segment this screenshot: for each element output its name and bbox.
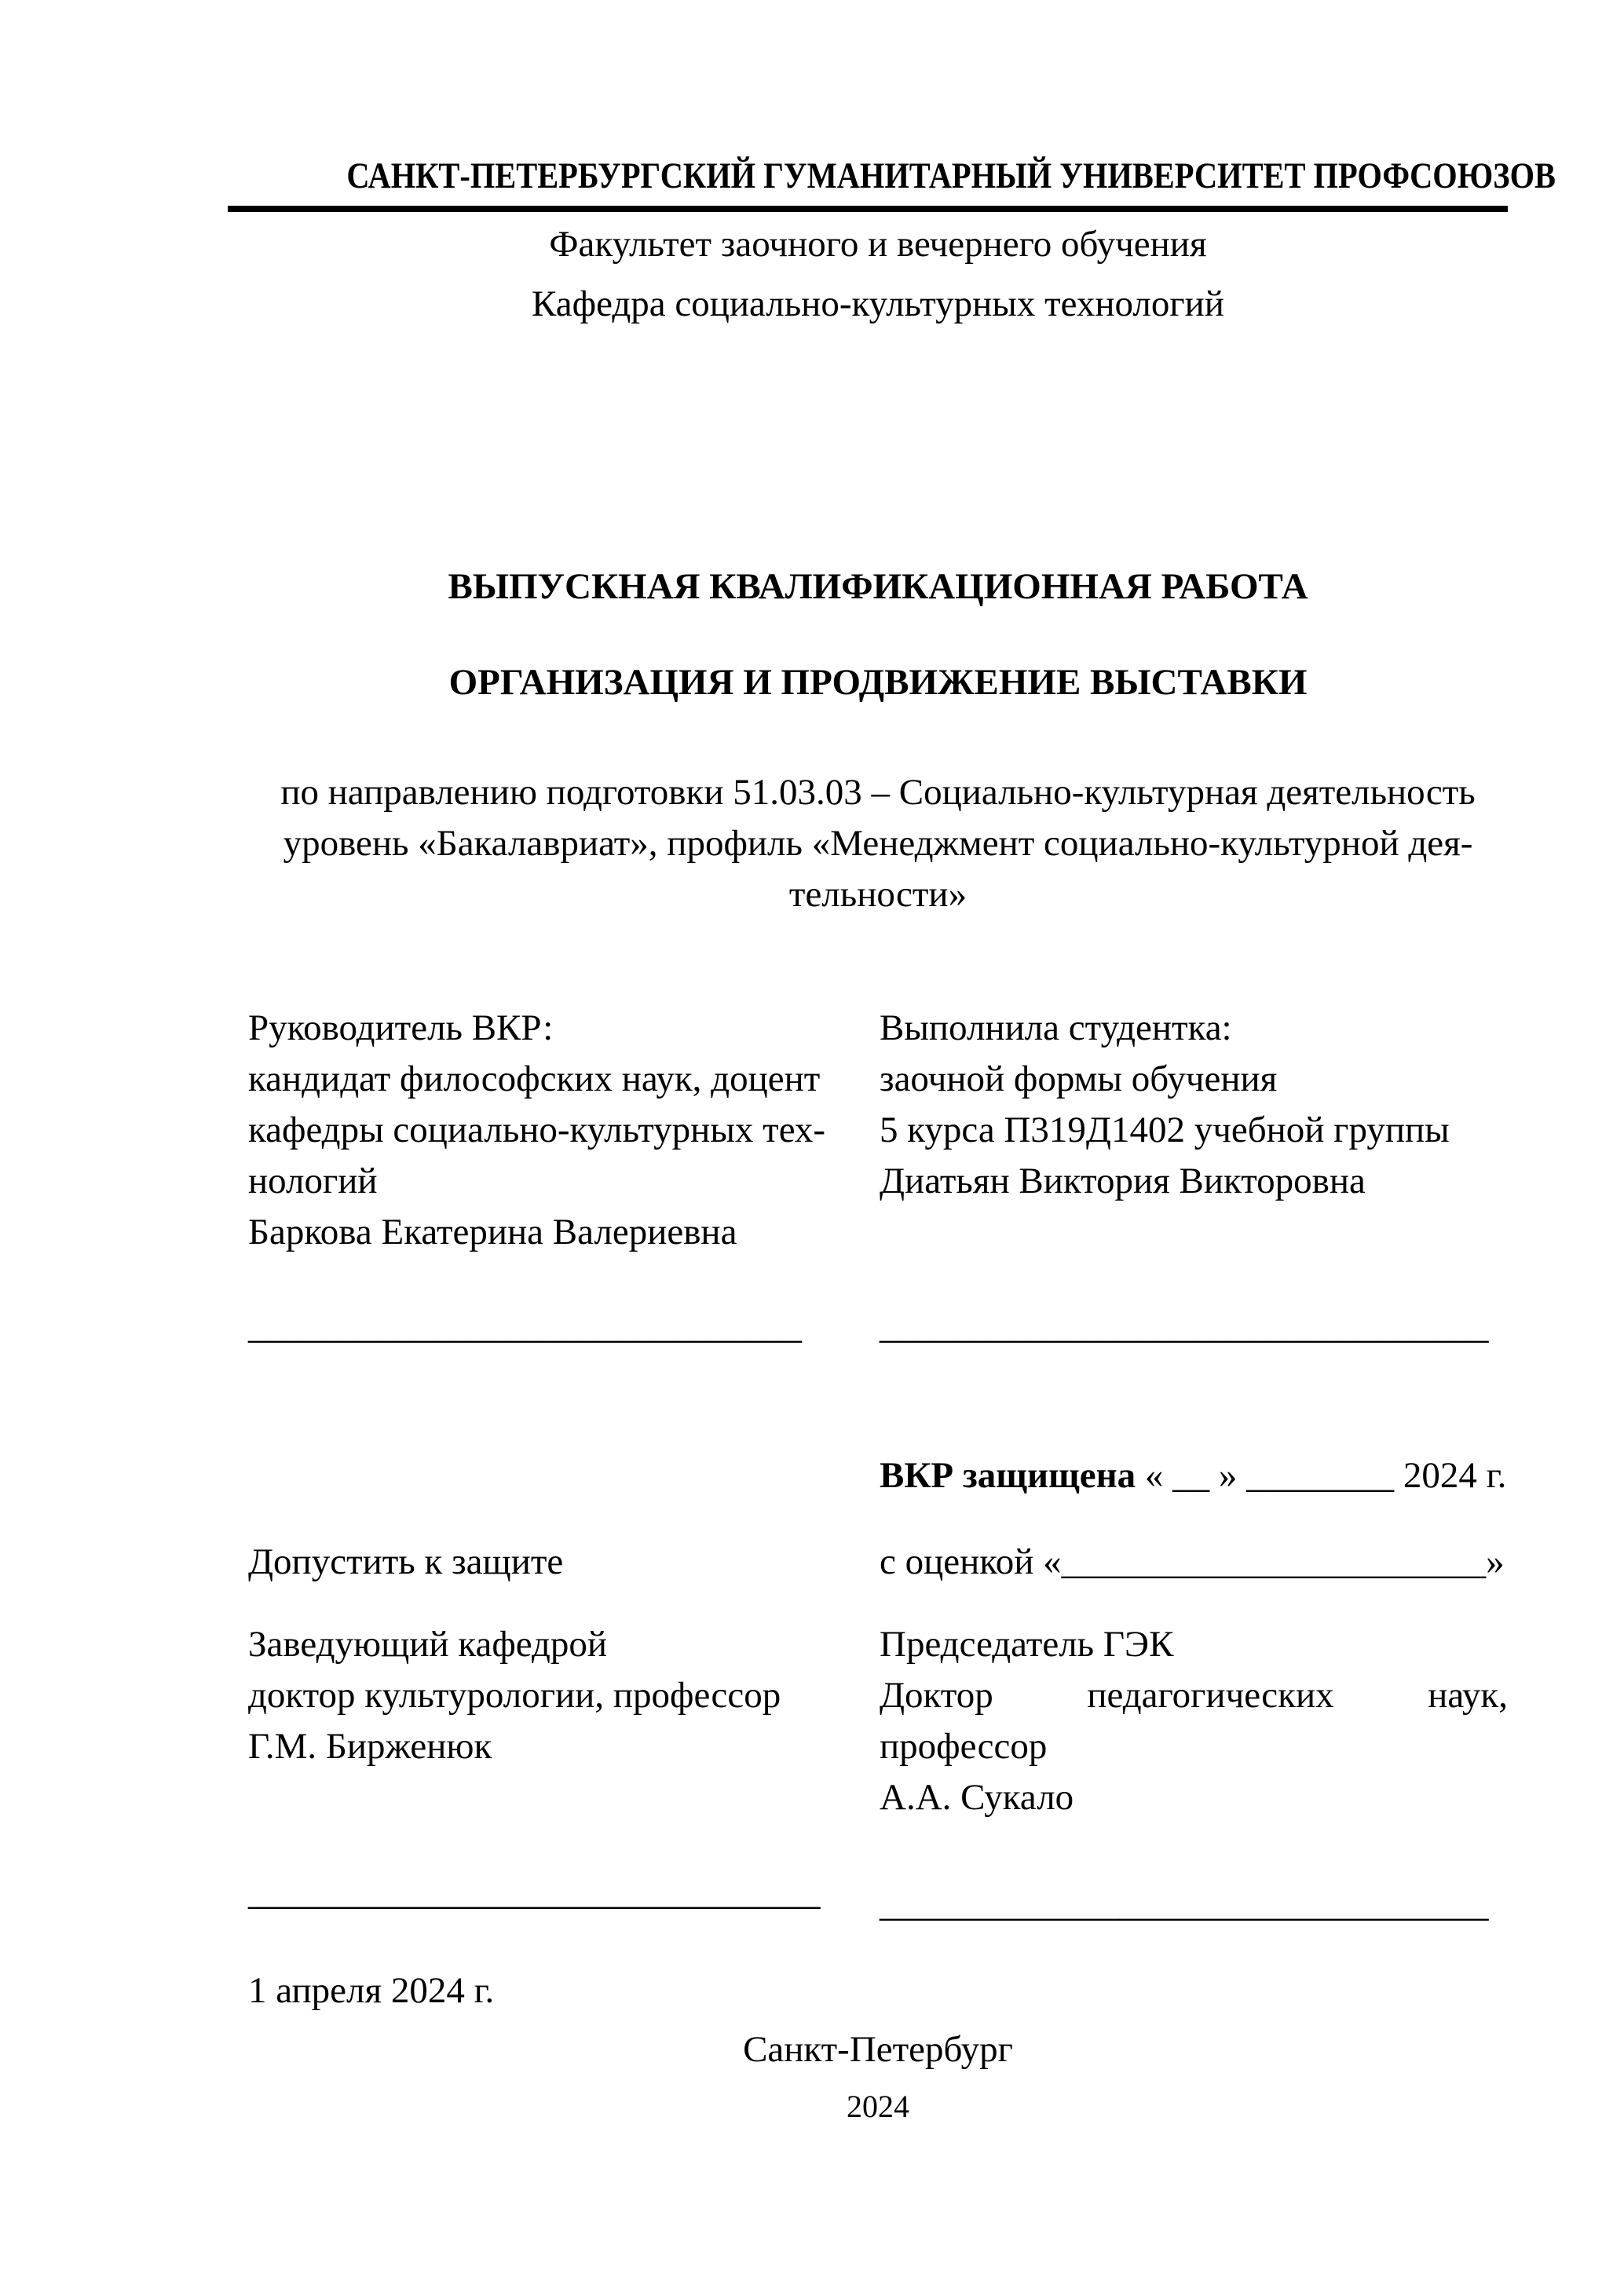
faculty-name: Факультет заочного и вечернего обучения — [549, 224, 1207, 265]
department-head-name: Г.М. Бирженюк — [248, 1726, 492, 1767]
department-head-block — [248, 1619, 880, 1823]
university-header — [248, 154, 1556, 198]
supervisor-label: Руководитель ВКР: — [248, 1007, 554, 1048]
program-line: уровень «Бакалавриат», профиль «Менеджмент социально-культурной дея- — [283, 823, 1473, 864]
work-type-heading: ВЫПУСКНАЯ КВАЛИФИКАЦИОННАЯ РАБОТА — [448, 566, 1308, 607]
work-title-heading: ОРГАНИЗАЦИЯ И ПРОДВИЖЕНИЕ ВЫСТАВКИ — [448, 662, 1308, 703]
student-name: Диатьян Виктория Викторовна — [880, 1161, 1366, 1201]
signature-row-top — [248, 1301, 1508, 1352]
degree-word: Доктор — [880, 1675, 993, 1716]
city-name: Санкт-Петербург — [743, 2029, 1013, 2070]
student-block — [880, 1003, 1508, 1258]
department-name: Кафедра социально-культурных технологий — [532, 283, 1224, 324]
degree-word: педагогических — [1087, 1675, 1334, 1716]
committee-chair-degree-line2: профессор — [880, 1726, 1048, 1767]
committee-chair-degree — [880, 1670, 1508, 1721]
department-head-signature-line: _______________________________ — [248, 1872, 821, 1913]
program-line: по направлению подготовки 51.03.03 – Социально-культурная деятельность — [280, 772, 1476, 813]
supervisor-degree-line: кафедры социально-культурных тех- — [248, 1110, 826, 1150]
supervisor-name: Баркова Екатерина Валериевна — [248, 1212, 737, 1252]
program-description — [248, 767, 1508, 920]
signature-row-bottom — [248, 1867, 1508, 1925]
university-name: САНКТ-ПЕТЕРБУРГСКИЙ ГУМАНИТАРНЫЙ УНИВЕРСИТЕТ ПРОФСОЮЗОВ — [346, 155, 1556, 196]
supervisor-degree-line: нологий — [248, 1161, 378, 1201]
committee-chair-position: Председатель ГЭК — [880, 1624, 1174, 1665]
department-head-position: Заведующий кафедрой — [248, 1624, 608, 1665]
committee-chair-block — [880, 1619, 1508, 1823]
student-info-line: заочной формы обучения — [880, 1058, 1278, 1099]
supervisor-block — [248, 1003, 880, 1258]
supervisor-signature-line: ______________________________ — [248, 1306, 802, 1347]
publication-year: 2024 — [847, 2089, 909, 2124]
parties-block — [248, 1003, 1508, 1258]
admission-date: 1 апреля 2024 г. — [248, 1970, 495, 2011]
defense-date-line — [880, 1450, 1508, 1501]
defense-label: ВКР защищена — [880, 1455, 1136, 1496]
student-label: Выполнила студентка: — [880, 1007, 1232, 1048]
admission-label: Допустить к защите — [248, 1541, 564, 1582]
defense-date-blanks: « __ » ________ 2024 г. — [1136, 1455, 1507, 1496]
department-head-degree: доктор культурологии, профессор — [248, 1675, 781, 1716]
student-info-line: 5 курса П319Д1402 учебной группы — [880, 1110, 1450, 1150]
grade-blank-line: с оценкой «_______________________» — [880, 1541, 1505, 1582]
degree-word: наук, — [1428, 1675, 1508, 1716]
admission-grade-row — [248, 1537, 1508, 1588]
defense-date-row — [248, 1450, 1508, 1501]
officials-block — [248, 1619, 1508, 1823]
supervisor-degree-line: кандидат философских наук, доцент — [248, 1058, 821, 1099]
committee-chair-name: А.А. Сукало — [880, 1777, 1074, 1818]
header-divider — [228, 206, 1508, 212]
student-signature-line: _________________________________ — [880, 1306, 1489, 1347]
committee-chair-signature-line: _________________________________ — [880, 1884, 1489, 1925]
program-line: тельности» — [788, 874, 967, 915]
